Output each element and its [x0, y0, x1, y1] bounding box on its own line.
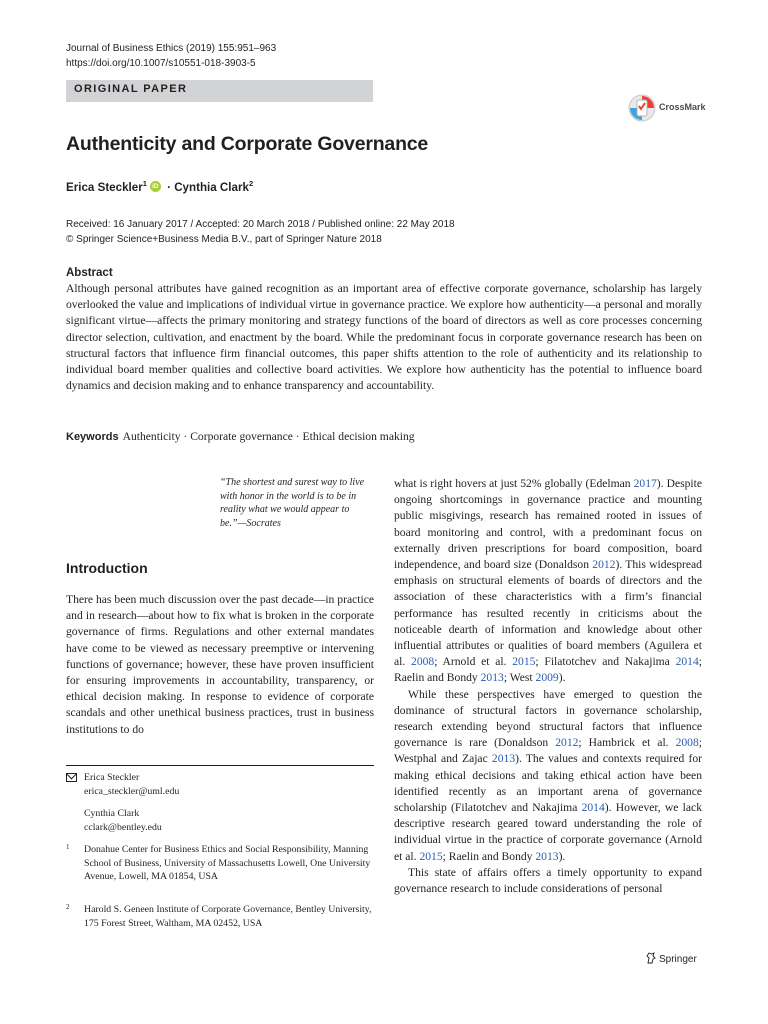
corresponding-author-email[interactable]: erica_steckler@uml.edu	[84, 785, 180, 797]
citation-link[interactable]: 2013	[535, 849, 559, 863]
keywords-list: Authenticity · Corporate governance · Ethical decision making	[122, 430, 415, 443]
crossmark-label: CrossMark	[659, 102, 706, 112]
crossmark-icon	[628, 92, 656, 124]
citation-link[interactable]: 2013	[491, 752, 516, 766]
journal-info	[66, 41, 276, 71]
springer-horse-icon	[646, 952, 656, 964]
corresponding-author-name: Erica Steckler	[84, 772, 140, 783]
affiliation-number: 2	[66, 903, 70, 911]
introduction-paragraph: There has been much discussion over the past decade—in practice and in research—about how to fix what is broken in the corporate governance of firms. Regulations and other external mandates have come to be viewed as necessary preemptive or intervening functions of governance; however, these have proven insufficient for ensuring improvements in accountability, transparency, or ethical decision making. In response to evidence of corporate scandals and other unethical business practices, trust in business institutions to do	[66, 593, 374, 736]
citation-link[interactable]: 2015	[419, 849, 443, 863]
epigraph-quote: “The shortest and surest way to live with honor in the world is to be in reality what we would appear to be.”—Socrates	[220, 477, 365, 529]
text-run: ).	[558, 849, 566, 863]
publisher-footer	[646, 952, 697, 965]
journal-citation: Journal of Business Ethics (2019) 155:951–963	[66, 43, 277, 54]
affiliation-mark: 1	[142, 179, 147, 188]
citation-link[interactable]: 2014	[581, 801, 605, 815]
body-paragraph: This state of affairs offers a timely opportunity to expand governance research to include considerations of personal	[394, 865, 702, 896]
abstract-heading: Abstract	[66, 267, 113, 279]
paper-title: Authenticity and Corporate Governance	[66, 133, 429, 155]
author-name[interactable]: Erica Steckler	[66, 180, 143, 194]
correspondence-block	[66, 771, 374, 834]
text-run: ; West	[503, 671, 536, 685]
affiliation-number: 1	[66, 843, 70, 851]
text-run: ; Arnold et al.	[434, 655, 513, 669]
affiliation-text: Donahue Center for Business Ethics and Social Responsibility, Manning School of Business, University of Massachusetts Lowell, One University Avenue, Lowell, MA 01854, USA	[84, 844, 371, 882]
citation-link[interactable]: 2015	[512, 655, 536, 669]
citation-link[interactable]: 2009	[535, 671, 559, 685]
affiliation-2	[66, 903, 374, 930]
footnote-divider	[66, 765, 374, 766]
envelope-icon	[66, 773, 77, 782]
text-run: ).	[558, 671, 566, 685]
article-type-bar	[66, 80, 373, 102]
text-run: ; Raelin and Bondy	[442, 849, 536, 863]
affiliation-text: Harold S. Geneen Institute of Corporate Governance, Bentley University, 175 Forest Street, Waltham, MA 02452, USA	[84, 904, 372, 929]
author-separator: ·	[163, 180, 175, 194]
abstract-text: Although personal attributes have gained recognition as an important area of effective corporate governance, scholarship has largely overlooked the value and implications of individual virtue in governance practice. We explore how authenticity—a personal and morally significant virtue—affects the primary monitoring and strategy functions of the board of directors as well as core processes concerning director selection, cultivation, and enactment by the board. While the predominant focus in corporate governance research has been on structural factors that influence firm financial outcomes, this paper shifts attention to the role of authenticity and its relationship to individual board member qualities and collective board activities. We explore how authenticity has the potential to influence board dynamics and decision making and to enhance transparency and accountability.	[66, 282, 702, 393]
text-run: ). However, we lack descriptive research geared toward understanding the role of individual virtue in the practice of corporate governance (Arnold et al.	[394, 801, 702, 863]
citation-link[interactable]: 2012	[592, 558, 616, 572]
copyright-line: © Springer Science+Business Media B.V., part of Springer Nature 2018	[66, 234, 382, 245]
text-run: ; Hambrick et al.	[578, 736, 676, 750]
keywords-label: Keywords	[66, 431, 119, 443]
author-line	[66, 179, 253, 194]
text-run: ; Raelin and Bondy	[394, 655, 702, 685]
second-author-email[interactable]: cclark@bentley.edu	[84, 821, 162, 833]
citation-link[interactable]: 2017	[633, 477, 657, 490]
doi-link[interactable]: https://doi.org/10.1007/s10551-018-3903-5	[66, 58, 256, 69]
text-run: ). This widespread emphasis on structural elements of boards of directors and the association of these characteristics with a firm’s financial performance has resulted recently in criticisms about the noticeable dearth of information and knowledge about other influential attributes or qualities of board members (Aguilera et al.	[394, 558, 702, 669]
text-run: ). The values and contexts required for making ethical decisions and taking ethical action have been identified recently as an important arena of governance scholarship (Filatotchev and Nakajima	[394, 752, 702, 815]
section-heading-introduction: Introduction	[66, 560, 148, 576]
citation-link[interactable]: 2012	[555, 736, 579, 750]
history-dates: Received: 16 January 2017 / Accepted: 20 March 2018 / Published online: 22 May 2018	[66, 219, 455, 230]
crossmark-badge[interactable]	[628, 92, 708, 124]
citation-link[interactable]: 2014	[675, 655, 699, 669]
text-run: ). Despite ongoing shortcomings in governance practice and mounting public misgivings, research has remained rooted in issues of board monitoring and control, with a predominant focus on externally driven prescriptions for board composition, board independence, and board size (Donaldson	[394, 477, 702, 572]
orcid-glyph: iD	[152, 182, 159, 190]
citation-link[interactable]: 2008	[411, 655, 435, 669]
orcid-icon[interactable]	[150, 181, 161, 192]
text-run: ; Filatotchev and Nakajima	[535, 655, 676, 669]
author-name[interactable]: Cynthia Clark	[174, 180, 249, 194]
body-text-right-column	[394, 476, 702, 897]
body-paragraph	[394, 687, 702, 865]
affiliation-1	[66, 843, 374, 884]
publication-dates	[66, 217, 455, 247]
citation-link[interactable]: 2008	[675, 736, 699, 750]
article-type-label: ORIGINAL PAPER	[74, 83, 188, 95]
affiliation-mark: 2	[248, 179, 254, 188]
citation-link[interactable]: 2013	[480, 671, 504, 685]
text-run: ; Westphal and Zajac	[394, 736, 702, 766]
keywords	[66, 430, 415, 443]
second-author-name: Cynthia Clark	[84, 808, 140, 819]
text-run: what is right hovers at just 52% globally (Edelman	[394, 477, 634, 490]
body-paragraph	[394, 476, 702, 687]
text-run: While these perspectives have emerged to question the dominance of structural factors in governance scholarship, research extending beyond structural factors that influence governance is rare (Donaldson	[394, 687, 702, 750]
publisher-name: Springer	[659, 954, 697, 965]
